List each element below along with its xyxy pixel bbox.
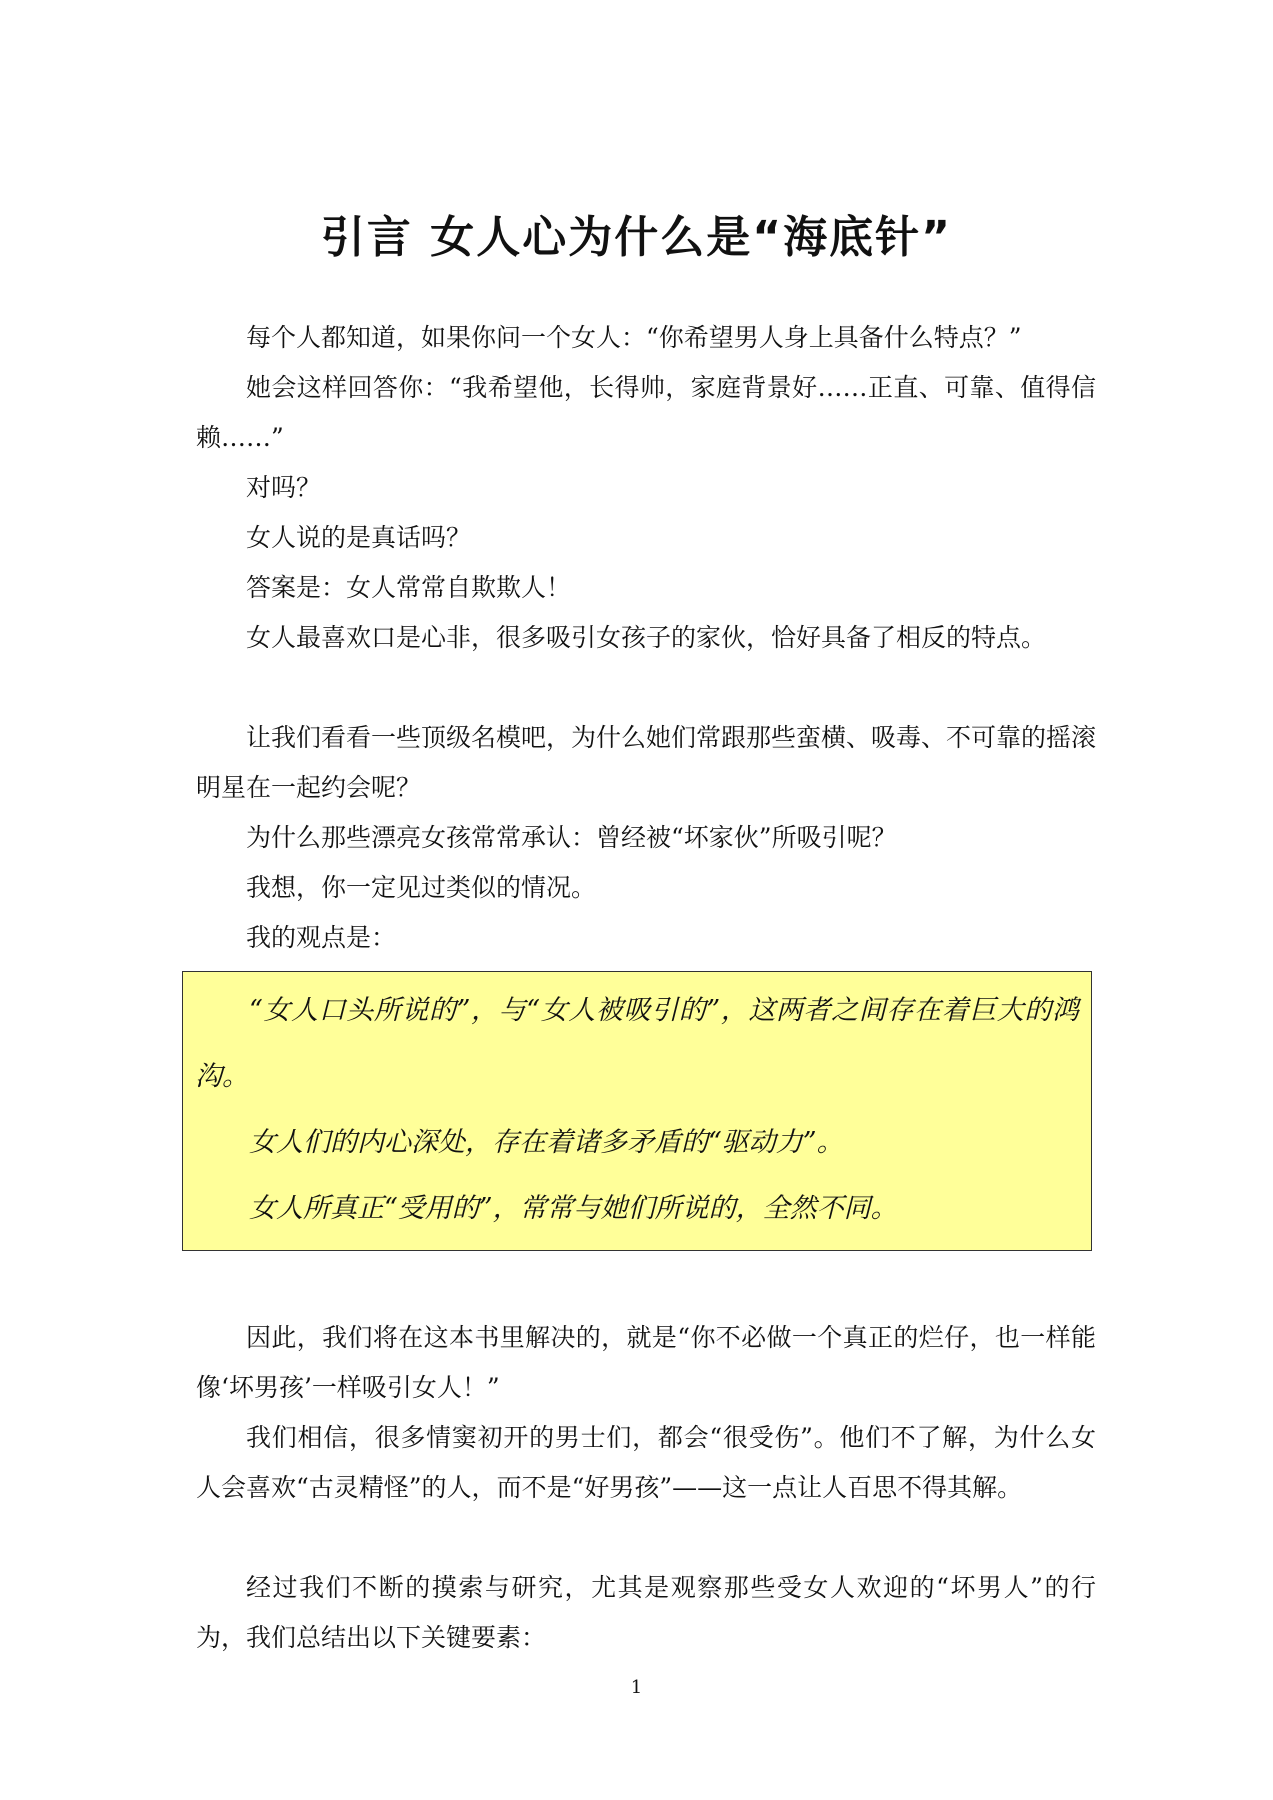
paragraph: 经过我们不断的摸索与研究，尤其是观察那些受女人欢迎的“坏男人”的行为，我们总结出以下关键要素： xyxy=(196,1573,1096,1652)
paragraph: 为什么那些漂亮女孩常常承认：曾经被“坏家伙”所吸引呢？ xyxy=(246,823,897,852)
highlight-paragraph: 女人们的内心深处，存在着诸多矛盾的“驱动力”。 xyxy=(249,1127,844,1158)
paragraph-gap xyxy=(196,1513,1096,1563)
page-number: 1 xyxy=(630,1677,643,1698)
paragraph: 让我们看看一些顶级名模吧，为什么她们常跟那些蛮横、吸毒、不可靠的摇滚明星在一起约会呢？ xyxy=(196,723,1097,802)
highlight-paragraph: “女人口头所说的”，与“女人被吸引的”，这两者之间存在着巨大的鸿沟。 xyxy=(195,995,1079,1092)
paragraph-gap xyxy=(196,1263,1096,1313)
document-body xyxy=(196,313,1096,1663)
page-title: 引言 女人心为什么是“海底针” xyxy=(320,212,953,263)
highlight-box xyxy=(182,971,1092,1251)
paragraph: 每个人都知道，如果你问一个女人：“你希望男人身上具备什么特点？” xyxy=(246,323,1022,352)
paragraph: 因此，我们将在这本书里解决的，就是“你不必做一个真正的烂仔，也一样能像‘坏男孩’一样吸引女人！” xyxy=(196,1323,1096,1402)
paragraph: 她会这样回答你：“我希望他，长得帅，家庭背景好……正直、可靠、值得信赖……” xyxy=(196,373,1096,452)
highlight-paragraph: 女人所真正“受用的”，常常与她们所说的，全然不同。 xyxy=(249,1193,898,1224)
paragraph: 对吗？ xyxy=(246,473,322,502)
paragraph: 女人说的是真话吗？ xyxy=(246,523,472,552)
paragraph: 我的观点是： xyxy=(246,923,397,952)
paragraph: 女人最喜欢口是心非，很多吸引女孩子的家伙，恰好具备了相反的特点。 xyxy=(246,623,1047,652)
paragraph-gap xyxy=(196,663,1096,713)
paragraph: 我们相信，很多情窦初开的男士们，都会“很受伤”。他们不了解，为什么女人会喜欢“古灵精怪”的人，而不是“好男孩”——这一点让人百思不得其解。 xyxy=(196,1423,1096,1502)
paragraph: 我想，你一定见过类似的情况。 xyxy=(246,873,597,902)
paragraph: 答案是：女人常常自欺欺人！ xyxy=(246,573,572,602)
